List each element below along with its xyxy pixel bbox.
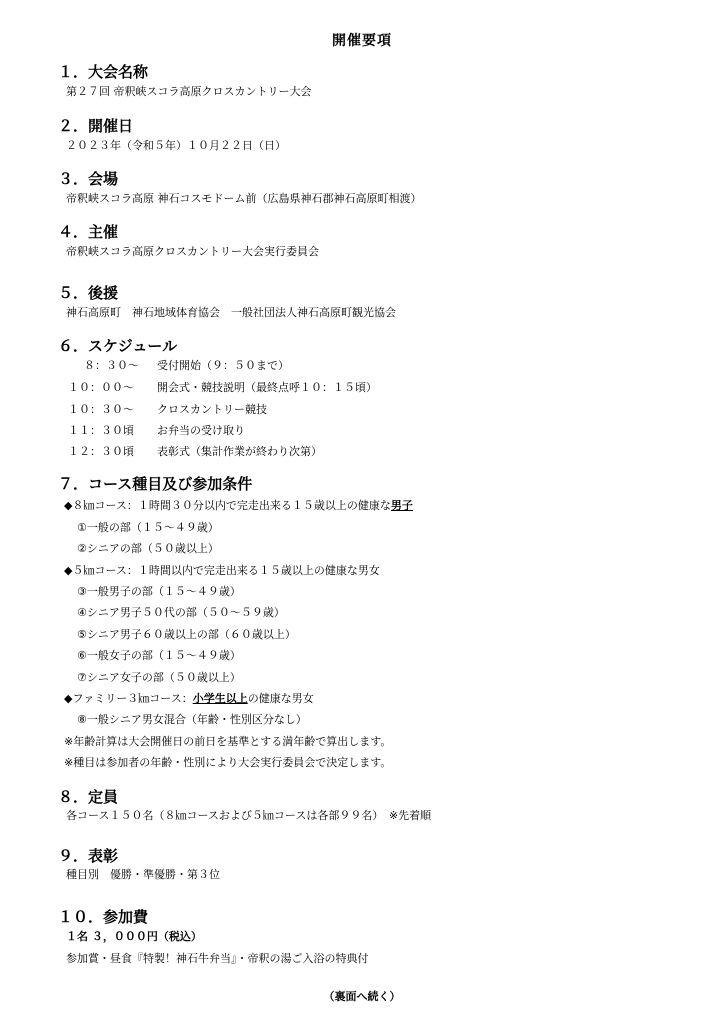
- event-name-text: 第２７回 帝釈峡スコラ高原クロスカントリー大会: [66, 85, 312, 98]
- schedule-desc: 受付開始（９：５０まで）: [157, 359, 289, 372]
- category-7: ⑦シニア女子の部（５０歳以上）: [77, 671, 241, 684]
- schedule-desc: 開会式・競技説明（最終点呼１０：１５頃）: [157, 381, 377, 394]
- schedule-desc: 表彰式（集計作業が終わり次第）: [157, 445, 322, 458]
- sponsors-text: 神石高原町 神石地域体育協会 一般社団法人神石高原町観光協会: [66, 306, 396, 319]
- section-heading-event-name: １．大会名称: [58, 63, 149, 81]
- continued-note: （裏面へ続く）: [323, 990, 401, 1003]
- schedule-time: １２：３０頃: [68, 445, 134, 458]
- fee-benefits: 参加賞・昼食『特製！神石牛弁当』・帝釈の湯ご入浴の特典付: [66, 952, 369, 965]
- capacity-text: 各コース１５０名（８㎞コースおよび５㎞コースは各部９９名） ※先着順: [66, 809, 432, 822]
- category-2: ②シニアの部（５０歳以上）: [77, 542, 219, 555]
- page-title: 開催要項: [332, 33, 392, 49]
- schedule-desc: クロスカントリー競技: [157, 403, 267, 416]
- note-category: ※種目は参加者の年齢・性別により大会実行委員会で決定します。: [64, 756, 392, 769]
- course-5km-line: ◆５㎞コース：１時間以内で完走出来る１５歳以上の健康な男女: [64, 564, 380, 577]
- fee-amount: １名 ３，０００円（税込）: [66, 930, 202, 943]
- awards-text: 種目別 優勝・準優勝・第３位: [66, 868, 220, 881]
- section-heading-courses: ７．コース種目及び参加条件: [58, 475, 253, 493]
- category-4: ④シニア男子５０代の部（５０～５９歳）: [77, 606, 285, 619]
- course-3km-emphasis: 小学生以上: [192, 692, 248, 705]
- date-text: ２０２３年（令和５年）１０月２２日（日）: [66, 139, 286, 152]
- section-heading-date: ２．開催日: [58, 117, 134, 135]
- schedule-time: ８：３０～: [84, 359, 139, 372]
- category-8: ⑧一般シニア男女混合（年齢・性別区分なし）: [77, 713, 307, 726]
- venue-text: 帝釈峡スコラ高原 神石コスモドーム前（広島県神石郡神石高原町相渡）: [66, 192, 422, 205]
- section-heading-fee: １０．参加費: [58, 908, 149, 926]
- category-6: ⑥一般女子の部（１５～４９歳）: [77, 649, 241, 662]
- category-1: ①一般の部（１５～４９歳）: [77, 521, 219, 534]
- schedule-time: １１：３０頃: [68, 424, 134, 437]
- course-3km-text: ◆ファミリー３㎞コース：: [64, 692, 193, 705]
- section-heading-sponsors: ５．後援: [58, 284, 119, 302]
- section-heading-venue: ３．会場: [58, 170, 119, 188]
- section-heading-organizer: ４．主催: [58, 223, 119, 241]
- section-heading-schedule: ６．スケジュール: [58, 337, 178, 355]
- course-8km-emphasis: 男子: [390, 499, 413, 512]
- section-heading-capacity: ８．定員: [58, 788, 119, 806]
- schedule-desc: お弁当の受け取り: [157, 424, 245, 437]
- course-8km-text: ◆８㎞コース：１時間３０分以内で完走出来る１５歳以上の健康な: [64, 499, 391, 512]
- schedule-time: １０：００～: [68, 381, 134, 394]
- course-3km-text-end: の健康な男女: [247, 692, 314, 705]
- course-3km-line: [64, 692, 314, 706]
- section-heading-awards: ９．表彰: [58, 847, 119, 865]
- schedule-time: １０：３０～: [68, 403, 134, 416]
- organizer-text: 帝釈峡スコラ高原クロスカントリー大会実行委員会: [66, 245, 319, 258]
- course-8km-line: [64, 499, 413, 513]
- note-age: ※年齢計算は大会開催日の前日を基準とする満年齢で算出します。: [64, 735, 392, 748]
- category-5: ⑤シニア男子６０歳以上の部（６０歳以上）: [77, 628, 296, 641]
- category-3: ③一般男子の部（１５～４９歳）: [77, 585, 241, 598]
